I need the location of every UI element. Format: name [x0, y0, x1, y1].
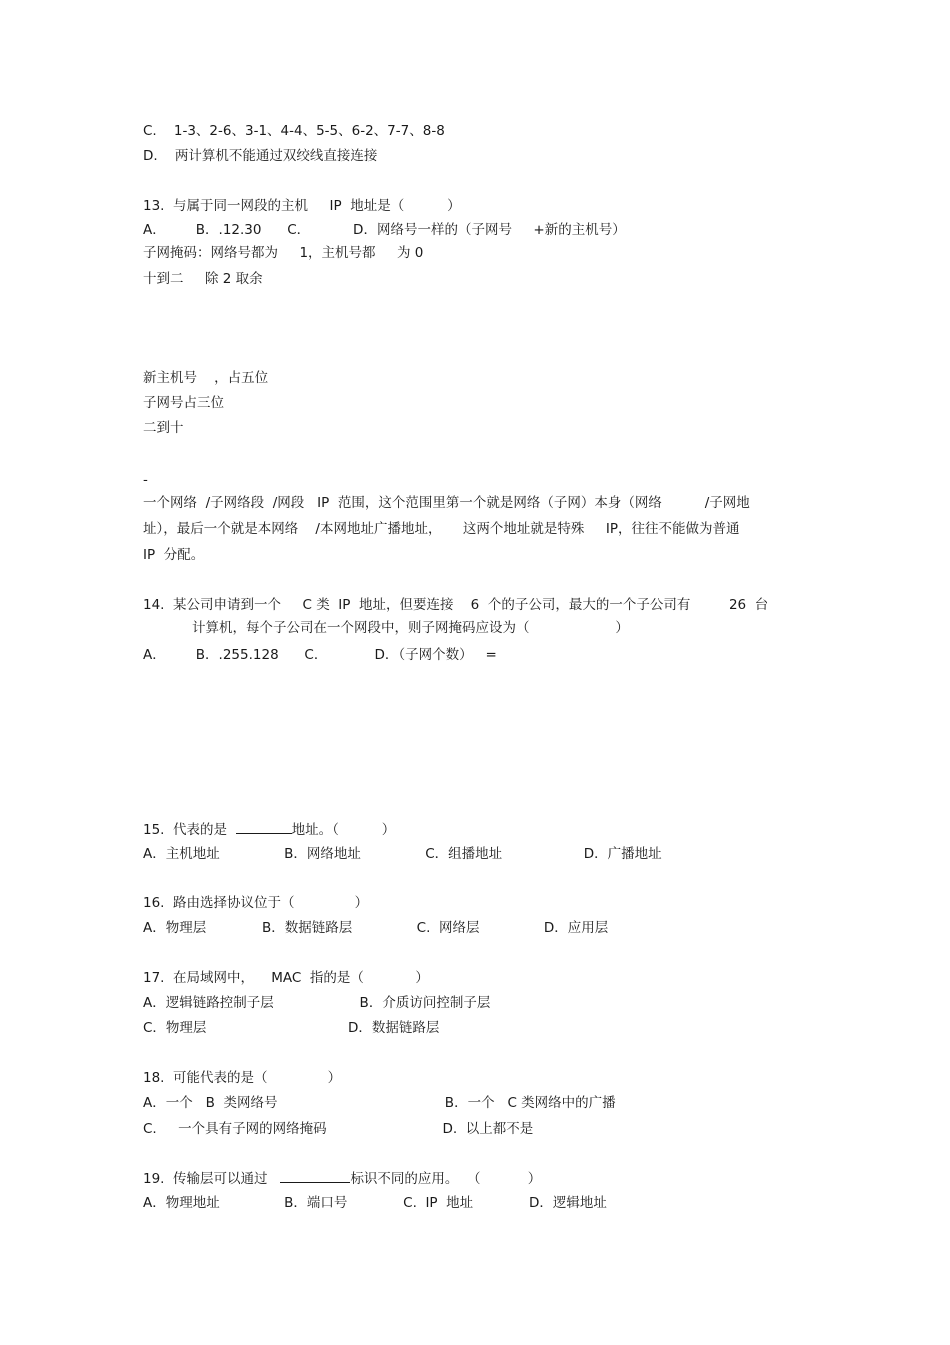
q14-stem-line-1: 14. 某公司申请到一个 C 类 IP 地址，但要连接 6 个的子公司，最大的一个子公司有 26 台: [143, 597, 769, 613]
q13-dash: -: [143, 472, 148, 488]
q19-options: A．物理地址 B．端口号 C. IP 地址 D．逻辑地址: [143, 1195, 607, 1211]
q13-options: A． B．.12.30 C． D．网络号一样的（子网号 +新的主机号）: [143, 222, 626, 238]
q13-note-new-host: 新主机号 ，占五位: [143, 370, 269, 386]
q15-stem-text-a: 15. 代表的是: [143, 822, 236, 838]
q18-stem: 18. 可能代表的是（ ）: [143, 1070, 342, 1086]
q19-stem: [143, 1168, 541, 1188]
q17-stem: 17. 在局域网中， MAC 指的是（ ）: [143, 970, 429, 986]
q13-note-subnet-mask: 子网掩码：网络号都为 1，主机号都 为 0: [143, 245, 424, 261]
q17-options-row-1: A．逻辑链路控制子层 B．介质访问控制子层: [143, 995, 491, 1011]
q12-option-d: D. 两计算机不能通过双绞线直接连接: [143, 148, 378, 164]
q18-options-row-2: C. 一个具有子网的网络掩码 D. 以上都不是: [143, 1121, 534, 1137]
q13-note-bin-to-dec: 二到十: [143, 420, 184, 436]
q13-stem: 13. 与属于同一网段的主机 IP 地址是（ ）: [143, 198, 461, 214]
q19-answer-blank: [280, 1168, 350, 1183]
q13-paragraph-line-3: IP 分配。: [143, 547, 205, 563]
q15-options: A．主机地址 B．网络地址 C．组播地址 D．广播地址: [143, 846, 662, 862]
q12-option-c: C. 1-3、2-6、3-1、4-4、5-5、6-2、7-7、8-8: [143, 123, 445, 139]
q13-paragraph-line-2: 址），最后一个就是本网络 /本网地址广播地址， 这两个地址就是特殊 IP，往往不能做为普通: [143, 521, 740, 537]
q13-note-dec-to-bin: 十到二 除 2 取余: [143, 271, 263, 287]
q18-options-row-1: A．一个 B 类网络号 B．一个 C 类网络中的广播: [143, 1095, 616, 1111]
q13-paragraph-line-1: 一个网络 /子网络段 /网段 IP 范围，这个范围里第一个就是网络（子网）本身（网络 /子网地: [143, 495, 750, 511]
q15-stem-text-b: 地址。（ ）: [291, 822, 396, 838]
q15-answer-blank: [236, 819, 292, 834]
q16-options: A．物理层 B．数据链路层 C. 网络层 D．应用层: [143, 920, 609, 936]
q15-stem: [143, 819, 395, 839]
q13-note-subnet-bits: 子网号占三位: [143, 395, 224, 411]
q16-stem: 16. 路由选择协议位于（ ）: [143, 895, 369, 911]
q19-stem-text-a: 19. 传输层可以通过: [143, 1171, 281, 1187]
q19-stem-text-b: 标识不同的应用。 （ ）: [350, 1171, 542, 1187]
q17-options-row-2: C．物理层 D．数据链路层: [143, 1020, 440, 1036]
q14-options: A． B．.255.128 C． D．（子网个数） =: [143, 647, 497, 663]
q14-stem-line-2: 计算机，每个子公司在一个网段中，则子网掩码应设为（ ）: [192, 620, 629, 636]
